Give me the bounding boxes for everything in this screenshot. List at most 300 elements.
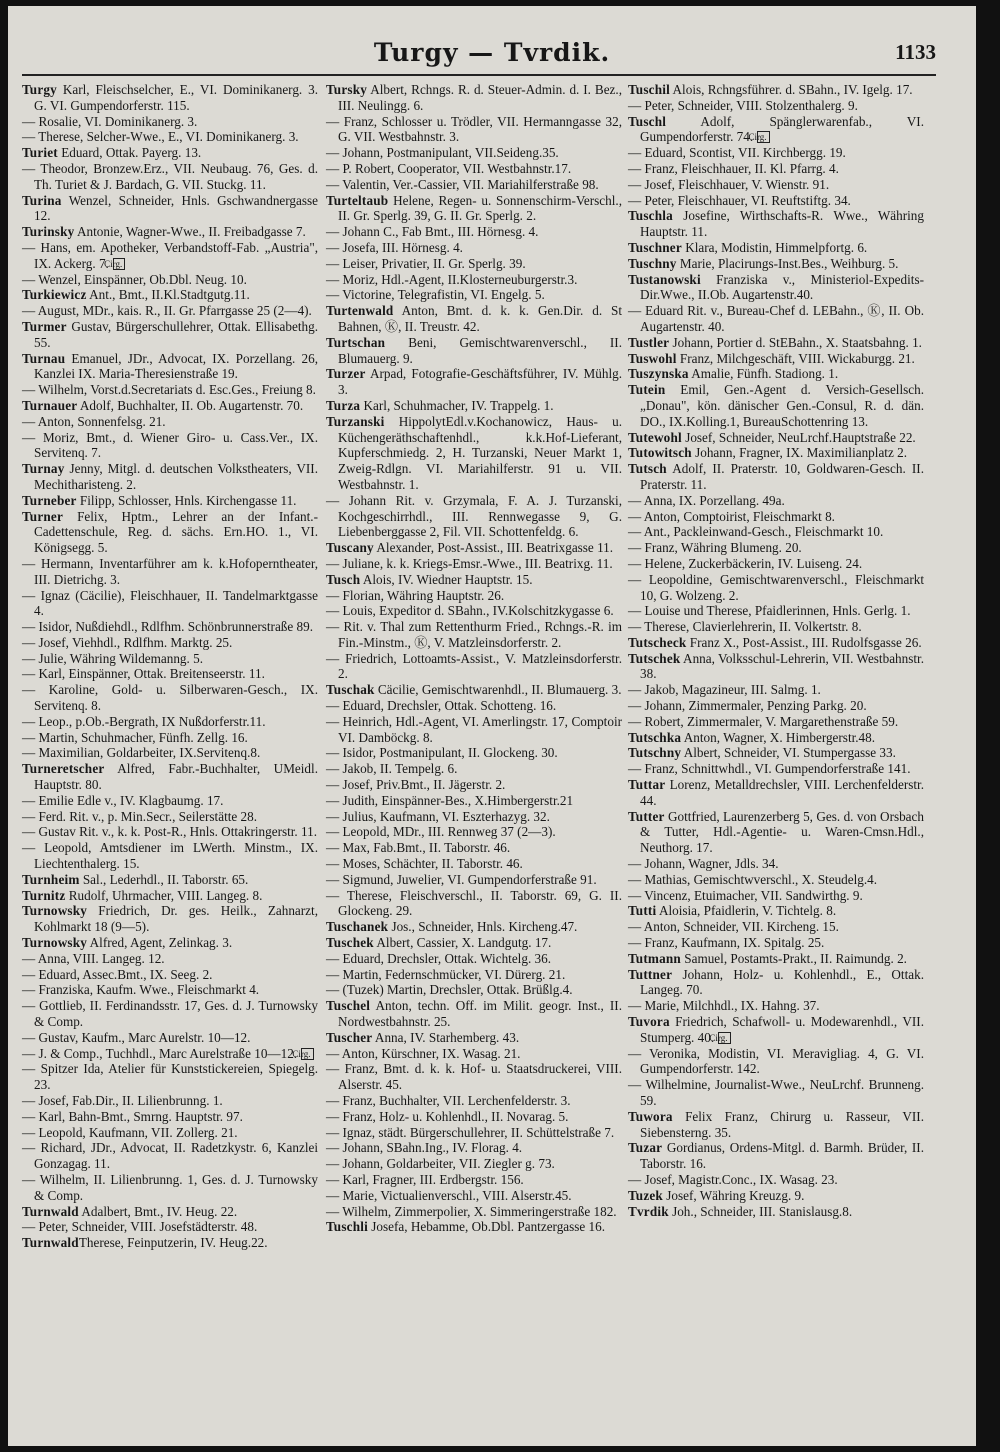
- entry-surname: Tutschka: [628, 729, 682, 745]
- entry-surname: Tutschek: [628, 650, 681, 666]
- circ-badge: Cirg.: [757, 131, 769, 143]
- directory-entry: [628, 1045, 924, 1078]
- page-header: [8, 34, 976, 74]
- directory-entry: [326, 808, 622, 825]
- directory-entry: [22, 192, 318, 225]
- entry-details: — Franz, Bmt. d. k. k. Hof- u. Staatsdruckerei, VIII. Alserstr. 45.: [326, 1061, 622, 1093]
- directory-entry: [628, 935, 924, 951]
- entry-details: — Louis, Expeditor d. SBahn., IV.Kolschitzkygasse 6.: [326, 603, 614, 619]
- directory-entry: [326, 871, 622, 888]
- entry-details: — Ignaz, städt. Bürgerschullehrer, II. Schüttelstraße 7.: [326, 1124, 615, 1140]
- directory-entry: [326, 966, 622, 983]
- entry-details: Anton, Wagner, X. Himbergerstr.48.: [681, 729, 876, 745]
- entry-details: Gottfried, Laurenzerberg 5, Ges. d. von Orsbach & Tutter, Hdl.-Agentie- u. Waren-Cmsn.Hdl., Neuthorg. 17.: [640, 808, 924, 856]
- directory-entry: [22, 413, 318, 430]
- entry-details: — Maximilian, Goldarbeiter, IX.Servitenq.8.: [22, 745, 261, 761]
- entry-details: — Johann Rit. v. Grzymala, F. A. J. Turzanski, Kochgeschirrhdl., III. Rennwegasse 9, G. Liebenberggasse 2, Fil. VII. Schottenfeldg. 6.: [326, 492, 622, 540]
- directory-entry: [628, 966, 924, 999]
- directory-entry: [628, 97, 924, 114]
- entry-surname: Tutewohl: [628, 429, 682, 445]
- entry-details: — Josefa, III. Hörnesg. 4.: [326, 239, 463, 255]
- directory-entry: [628, 1203, 924, 1220]
- entry-details: — Leopold, MDr., III. Rennweg 37 (2—3).: [326, 824, 556, 840]
- directory-entry: [326, 113, 622, 146]
- entry-surname: Tutmann: [628, 950, 681, 966]
- entry-details: Jos., Schneider, Hnls. Kircheng.47.: [388, 919, 578, 935]
- entry-details: — Eduard, Scontist, VII. Kirchbergg. 19.: [628, 145, 846, 161]
- entry-details: — Therese, Clavierlehrerin, II. Volkertstr. 8.: [628, 619, 862, 635]
- directory-entry: [326, 745, 622, 761]
- entry-details: — Johann, SBahn.Ing., IV. Florag. 4.: [326, 1140, 523, 1156]
- directory-entry: [628, 713, 924, 730]
- directory-entry: [326, 777, 622, 793]
- entry-details: Albert, Schneider, VI. Stumpergasse 33.: [681, 745, 896, 761]
- entry-surname: Tuwora: [628, 1108, 673, 1124]
- entry-details: — P. Robert, Cooperator, VII. Westbahnstr.17.: [326, 160, 572, 176]
- entry-details: — Anton, Sonnenfelsg. 21.: [22, 413, 166, 429]
- entry-details: — Franz, Schnittwhdl., VI. Gumpendorferstraße 141.: [628, 761, 911, 777]
- entry-details: — Valentin, Ver.-Cassier, VII. Mariahilferstraße 98.: [326, 176, 599, 192]
- directory-entry: [326, 603, 622, 619]
- header-rule: [22, 74, 936, 76]
- entry-surname: Tusch: [326, 571, 361, 587]
- entry-details: — Josef, Magistr.Conc., IX. Wasag. 23.: [628, 1171, 838, 1187]
- directory-entry: [628, 334, 924, 351]
- directory-entry: [326, 1171, 622, 1188]
- entry-details: Friedrich, Dr. ges. Heilk., Zahnarzt, Kohlmarkt 18 (9—5).: [34, 903, 318, 935]
- directory-entry: [326, 287, 622, 303]
- entry-details: Joh., Schneider, III. Stanislausg.8.: [668, 1203, 853, 1219]
- entry-surname: Tutowitsch: [628, 445, 692, 461]
- entry-surname: Tuschner: [628, 239, 682, 255]
- entry-details: — Judith, Einspänner-Bes., X.Himbergerstr.21: [326, 792, 574, 808]
- entry-details: Albert, Cassier, X. Landgutg. 17.: [373, 935, 552, 951]
- entry-details: Anna, IV. Starhemberg. 43.: [372, 1029, 520, 1045]
- directory-entry: [326, 1029, 622, 1046]
- entry-details: — Isidor, Postmanipulant, II. Glockeng. 30.: [326, 745, 558, 761]
- entry-surname: Tuschak: [326, 682, 375, 698]
- running-title: Turgy — Tvrdik.: [373, 38, 611, 67]
- entry-details: — Wilhelm, II. Lilienbrunng. 1, Ges. d. J. Turnowsky & Comp.: [22, 1171, 318, 1203]
- entry-details: — Peter, Fleischhauer, VI. Reuftstiftg. 34.: [628, 192, 851, 208]
- entry-details: — Isidor, Nußdiehdl., Rdlfhm. Schönbrunnerstraße 89.: [22, 619, 314, 635]
- entry-details: — Peter, Schneider, VIII. Stolzenthalerg. 9.: [628, 97, 858, 113]
- entry-surname: Tutti: [628, 903, 657, 919]
- directory-entry: [628, 777, 924, 809]
- entry-surname: Turtenwald: [326, 303, 394, 319]
- entry-details: — Gottlieb, II. Ferdinandsstr. 17, Ges. d. J. Turnowsky & Comp.: [22, 998, 318, 1030]
- directory-entry: [326, 761, 622, 777]
- entry-details: — Franz, Kaufmann, IX. Spitalg. 25.: [628, 935, 825, 951]
- entry-surname: Tustler: [628, 334, 670, 350]
- entry-surname: Tvrdik: [628, 1203, 669, 1219]
- entry-surname: Tuzar: [628, 1140, 663, 1156]
- directory-entry: [22, 808, 318, 825]
- directory-entry: [628, 619, 924, 635]
- entry-details: Beni, Gemischtwarenverschl., II. Blumauerg. 9.: [338, 334, 622, 366]
- entry-details: — Karl, Fragner, III. Erdbergstr. 156.: [326, 1171, 524, 1187]
- entry-details: Josef, Währing Kreuzg. 9.: [662, 1187, 805, 1203]
- directory-entry: [628, 82, 924, 98]
- entry-details: — Karl, Einspänner, Ottak. Breitenseerstr. 11.: [22, 666, 265, 682]
- directory-entry: [326, 935, 622, 951]
- entry-surname: Turnay: [22, 461, 65, 477]
- entry-surname: Tursky: [326, 82, 368, 97]
- directory-entry: [326, 698, 622, 714]
- entry-details: — Franz, Buchhalter, VII. Lerchenfelderstr. 3.: [326, 1093, 571, 1108]
- entry-details: — Emilie Edle v., IV. Klagbaumg. 17.: [22, 792, 224, 808]
- directory-entry: [628, 998, 924, 1014]
- directory-entry: [22, 871, 318, 888]
- entry-surname: Tuszynska: [628, 366, 689, 382]
- circ-badge: Cirg.: [301, 1048, 313, 1060]
- entry-details: — Martin, Schuhmacher, Fünfh. Zellg. 16.: [22, 729, 248, 745]
- entry-details: — Wilhelmine, Journalist-Wwe., NeuLrchf. Brunneng. 59.: [628, 1077, 924, 1108]
- entry-details: Alois, Rchngsführer. d. SBahn., IV. Igelg. 17.: [669, 82, 913, 97]
- directory-entry: [326, 950, 622, 967]
- directory-entry: [628, 239, 924, 256]
- entry-details: Franz, Milchgeschäft, VIII. Wickaburgg. 21.: [676, 350, 915, 366]
- entry-details: — Rit. v. Thal zum Rettenthurm Fried., Rchngs.-R. im Fin.-Minstm., Ⓚ, V. Matzleinsdorferstr. 2.: [326, 619, 622, 650]
- entry-surname: Turzer: [326, 366, 366, 382]
- directory-entry: [22, 761, 318, 793]
- directory-entry: [628, 192, 924, 209]
- directory-entry: [22, 1108, 318, 1125]
- directory-entry: [326, 555, 622, 572]
- entry-details: — Wilhelm, Zimmerpolier, X. Simmeringerstraße 182.: [326, 1203, 617, 1219]
- entry-details: Ant., Bmt., II.Kl.Stadtgutg.11.: [86, 287, 250, 303]
- directory-entry: [326, 397, 622, 414]
- entry-details: — Martin, Federnschmücker, VI. Dürerg. 21.: [326, 966, 566, 982]
- directory-entry: [22, 1093, 318, 1109]
- entry-details: Karl, Schuhmacher, IV. Trappelg. 1.: [360, 397, 554, 413]
- entry-details: Alfred, Agent, Zelinkag. 3.: [87, 935, 233, 951]
- entry-surname: Tuzek: [628, 1187, 663, 1203]
- directory-entry: [22, 397, 318, 414]
- directory-entry: [326, 192, 622, 225]
- entry-details: — (Tuzek) Martin, Drechsler, Ottak. Brüßlg.4.: [326, 982, 573, 998]
- directory-entry: [326, 1061, 622, 1093]
- directory-entry: [22, 318, 318, 351]
- entry-details: Rudolf, Uhrmacher, VIII. Langeg. 8.: [65, 887, 263, 903]
- directory-entry: [22, 666, 318, 682]
- entry-details: — Therese, Fleischverschl., II. Taborstr. 69, G. II. Glockeng. 29.: [326, 887, 622, 919]
- entry-surname: Turnowsky: [22, 935, 88, 951]
- directory-entry: [628, 445, 924, 461]
- entry-details: — Anton, Kürschner, IX. Wasag. 21.: [326, 1045, 521, 1061]
- directory-entry: [22, 840, 318, 872]
- entry-details: Wenzel, Schneider, Hnls. Gschwandnergasse 12.: [34, 192, 318, 224]
- directory-entry: [628, 808, 924, 856]
- directory-entry: [326, 82, 622, 114]
- entry-details: — Eduard, Drechsler, Ottak. Wichtelg. 36.: [326, 950, 552, 966]
- directory-entry: [326, 982, 622, 998]
- directory-entry: [22, 1045, 318, 1062]
- directory-entry: [22, 1219, 318, 1235]
- entry-details: Cäcilie, Gemischtwarenhdl., II. Blumauerg. 3.: [374, 682, 622, 698]
- directory-entry: [628, 255, 924, 272]
- directory-entry: [22, 287, 318, 303]
- entry-details: — Hermann, Inventarführer am k. k.Hofoperntheater, III. Dietrichg. 3.: [22, 555, 318, 587]
- entry-details: Emanuel, JDr., Advocat, IX. Porzellang. 26, Kanzlei IX. Maria-Theresienstraße 19.: [34, 350, 318, 382]
- directory-entry: [22, 113, 318, 130]
- directory-entry: [326, 856, 622, 872]
- directory-entry: [326, 1140, 622, 1156]
- directory-entry: [326, 492, 622, 540]
- directory-entry: [628, 382, 924, 429]
- directory-entry: [22, 713, 318, 730]
- directory-entry: [326, 145, 622, 161]
- entry-details: — Moriz, Hdl.-Agent, II.Klosterneuburgerstr.3.: [326, 271, 578, 287]
- entry-details: — Wenzel, Einspänner, Ob.Dbl. Neug. 10.: [22, 271, 247, 287]
- entry-details: Adolf, II. Praterstr. 10, Goldwaren-Gesch. II. Praterstr. 11.: [640, 461, 924, 492]
- directory-entry: [326, 824, 622, 840]
- directory-entry: [326, 619, 622, 651]
- directory-entry: [22, 729, 318, 746]
- directory-entry: [326, 1156, 622, 1172]
- directory-entry: [22, 239, 318, 272]
- entry-details: — Jakob, II. Tempelg. 6.: [326, 761, 458, 777]
- directory-entry: [326, 239, 622, 256]
- directory-entry: [22, 145, 318, 161]
- entry-details: Josef, Schneider, NeuLrchf.Hauptstraße 22.: [681, 429, 916, 445]
- entry-details: — Mathias, Gemischtwverschl., X. Steudelg.4.: [628, 871, 878, 887]
- entry-details: Eduard, Ottak. Payerg. 13.: [57, 145, 202, 161]
- entry-details: — Spitzer Ida, Atelier für Kunststickereien, Spiegelg. 23.: [22, 1061, 318, 1093]
- directory-entry: [628, 745, 924, 761]
- entry-surname: Tuschek: [326, 935, 374, 951]
- directory-entry: [628, 540, 924, 556]
- entry-details: — Heinrich, Hdl.-Agent, VI. Amerlingstr. 17, Comptoir VI. Damböckg. 8.: [326, 713, 622, 745]
- entry-details: Alois, IV. Wiedner Hauptstr. 15.: [360, 571, 533, 587]
- entry-details: Karl, Fleischselcher, E., VI. Dominikanerg. 3. G. VI. Gumpendorferstr. 115.: [34, 82, 318, 113]
- entry-details: — August, MDr., kais. R., II. Gr. Pfarrgasse 25 (2—4).: [22, 303, 312, 319]
- directory-entry: [628, 555, 924, 572]
- circ-badge: Cirg.: [113, 258, 125, 270]
- entry-surname: Turneber: [22, 492, 77, 508]
- directory-entry: [22, 492, 318, 509]
- entry-details: — Anna, VIII. Langeg. 12.: [22, 950, 165, 966]
- entry-details: Emil, Gen.-Agent d. Versich-Gesellsch. „Donau", kön. dänischer Gen.-Consul, R. d. dän. DO., IX.Kolling.1, BureauSchottenring 13.: [640, 382, 924, 429]
- directory-entry: [22, 429, 318, 462]
- entry-surname: Turnwald: [22, 1203, 79, 1219]
- entry-surname: Turgy: [22, 82, 57, 97]
- entry-details: — Karl, Bahn-Bmt., Smrng. Hauptstr. 97.: [22, 1108, 243, 1124]
- directory-entry: [326, 998, 622, 1030]
- entry-surname: Tuswohl: [628, 350, 677, 366]
- entry-details: Arpad, Fotografie-Geschäftsführer, IV. Mühlg. 3.: [338, 366, 622, 398]
- directory-entry: [22, 1140, 318, 1172]
- directory-entry: [628, 303, 924, 335]
- entry-details: Josefa, Hebamme, Ob.Dbl. Pantzergasse 16.: [367, 1219, 606, 1235]
- directory-entry: [628, 634, 924, 651]
- entry-details: — Sigmund, Juwelier, VI. Gumpendorferstraße 91.: [326, 871, 597, 887]
- entry-details: — Marie, Milchhdl., IX. Hahng. 37.: [628, 998, 820, 1014]
- directory-entry: [22, 682, 318, 714]
- entry-details: Johann, Fragner, IX. Maximilianplatz 2.: [691, 445, 907, 461]
- directory-entry: [22, 508, 318, 556]
- entry-details: Alfred, Fabr.-Buchhalter, UMeidl. Hauptstr. 80.: [34, 761, 318, 793]
- entry-details: Anton, techn. Off. im Milit. geogr. Inst., II. Nordwestbahnstr. 25.: [338, 998, 622, 1030]
- entry-details: — Jakob, Magazineur, III. Salmg. 1.: [628, 682, 821, 698]
- entry-details: — Ferd. Rit. v., p. Min.Secr., Seilerstätte 28.: [22, 808, 258, 824]
- entry-surname: Tutsch: [628, 461, 667, 477]
- directory-entry: [628, 508, 924, 525]
- entry-details: Adolf, Buchhalter, II. Ob. Augartenstr. 70.: [77, 397, 304, 413]
- directory-entry: [628, 887, 924, 904]
- directory-entry: [628, 160, 924, 177]
- entry-details: Friedrich, Schafwoll- u. Modewarenhdl., VII. Stumperg. 40.: [640, 1014, 924, 1045]
- directory-entry: [326, 840, 622, 856]
- entry-details: — Josef, Fleischhauer, V. Wienstr. 91.: [628, 176, 830, 192]
- entry-details: — Leopoldine, Gemischtwarenverschl., Fleischmarkt 10, G. Wolzeng. 2.: [628, 571, 924, 603]
- directory-entry: [628, 1171, 924, 1188]
- entry-details: Antonie, Wagner-Wwe., II. Freibadgasse 7.: [74, 224, 306, 240]
- entry-details: — Anton, Comptoirist, Fleischmarkt 8.: [628, 508, 835, 524]
- directory-entry: [628, 145, 924, 161]
- directory-entry: [628, 761, 924, 777]
- entry-details: — Louise und Therese, Pfaidlerinnen, Hnls. Gerlg. 1.: [628, 603, 911, 619]
- entry-details: — Johann C., Fab Bmt., III. Hörnesg. 4.: [326, 224, 539, 240]
- entry-details: Marie, Placirungs-Inst.Bes., Weihburg. 5.: [676, 255, 899, 271]
- entry-details: — Moses, Schächter, II. Taborstr. 46.: [326, 856, 523, 872]
- directory-entry: [326, 587, 622, 604]
- entry-surname: Turteltaub: [326, 192, 389, 208]
- entry-details: — Robert, Zimmermaler, V. Margarethenstraße 59.: [628, 713, 899, 729]
- directory-entry: [628, 113, 924, 146]
- directory-entry: [22, 555, 318, 588]
- entry-details: — Franz, Fleischhauer, II. Kl. Pfarrg. 4.: [628, 160, 839, 176]
- directory-entry: [22, 745, 318, 761]
- entry-surname: Tustanowski: [628, 271, 701, 287]
- entry-details: Albert, Rchngs. R. d. Steuer-Admin. d. I. Bez., III. Neulingg. 6.: [338, 82, 622, 113]
- entry-details: Gustav, Bürgerschullehrer, Ottak. Ellisabethg. 55.: [34, 318, 318, 350]
- entry-details: — Leiser, Privatier, II. Gr. Sperlg. 39.: [326, 255, 526, 271]
- directory-entry: [326, 713, 622, 746]
- directory-entry: [326, 1124, 622, 1141]
- entry-details: — Marie, Victualienverschl., VIII. Alserstr.45.: [326, 1187, 572, 1203]
- entry-details: — Peter, Schneider, VIII. Josefstädterstr. 48.: [22, 1219, 258, 1235]
- directory-entry: [326, 255, 622, 272]
- directory-entry: [326, 1093, 622, 1109]
- entry-details: — Franz, Schlosser u. Trödler, VII. Hermanngasse 32, G. VII. Westbahnstr. 3.: [326, 113, 622, 145]
- directory-entry: [628, 524, 924, 540]
- directory-entry: [628, 366, 924, 382]
- directory-entry: [326, 334, 622, 367]
- entry-details: Amalie, Fünfh. Stadiong. 1.: [688, 366, 839, 382]
- entry-details: Felix, Hptm., Lehrer an der Infant.-Cadettenschule, Reg. d. sächs. Ern.HO. 1., VI. Königsegg. 5.: [34, 508, 318, 556]
- directory-entry: [326, 1219, 622, 1235]
- entry-details: — Rosalie, VI. Dominikanerg. 3.: [22, 113, 198, 129]
- directory-entry: [22, 129, 318, 145]
- entry-details: HippolytEdl.v.Kochanowicz, Haus- u. Küchengeräthschaftenhdl., k.k.Hof-Lieferant, Kupferschmiedg. 2, H. Turzanski, Neuer Markt 1, Zweig-Rdlgn. VI. Mariahilferstr. 91 u. VII. Westbahnstr. 1.: [338, 413, 622, 492]
- entry-details: Aloisia, Pfaidlerin, V. Tichtelg. 8.: [656, 903, 837, 919]
- directory-entry: [628, 461, 924, 493]
- entry-surname: Turmer: [22, 318, 67, 334]
- entry-details: — Victorine, Telegrafistin, VI. Engelg. 5.: [326, 287, 545, 303]
- directory-entry: [326, 160, 622, 177]
- directory-entry: [628, 271, 924, 304]
- page-number: 1133: [895, 40, 936, 64]
- entry-details: — Eduard, Drechsler, Ottak. Schotteng. 16.: [326, 698, 557, 714]
- entry-surname: Turneretscher: [22, 761, 105, 777]
- directory-entry: [326, 176, 622, 193]
- directory-entry: [22, 650, 318, 667]
- directory-entry: [22, 950, 318, 967]
- entry-surname: Tuschli: [326, 1219, 368, 1235]
- directory-entry: [22, 303, 318, 319]
- entry-details: — Ignaz (Cäcilie), Fleischhauer, II. Tandelmarktgasse 4.: [22, 587, 318, 619]
- directory-entry: [628, 729, 924, 746]
- entry-details: — Johann, Postmanipulant, VII.Seideng.35.: [326, 145, 559, 161]
- entry-details: — Anna, IX. Porzellang. 49a.: [628, 492, 785, 508]
- entry-details: — Josef, Fab.Dir., II. Lilienbrunng. 1.: [22, 1093, 223, 1108]
- entry-details: — Theodor, Bronzew.Erz., VII. Neubaug. 76, Ges. d. Th. Turiet & J. Bardach, G. VII. Stuckg. 11.: [22, 160, 318, 192]
- entry-surname: Turnwald: [22, 1235, 79, 1251]
- entry-details: — Josef, Priv.Bmt., II. Jägerstr. 2.: [326, 777, 506, 793]
- column-1: [22, 82, 318, 1251]
- directory-entry: [326, 271, 622, 288]
- entry-details: Anna, Volksschul-Lehrerin, VII. Westbahnstr. 38.: [640, 650, 924, 682]
- entry-details: — Leop., p.Ob.-Bergrath, IX Nußdorferstr.11.: [22, 713, 266, 729]
- directory-entry: [628, 1108, 924, 1141]
- entry-surname: Turinsky: [22, 224, 75, 240]
- entry-details: — Richard, JDr., Advocat, II. Radetzkystr. 6, Kanzlei Gonzagag. 11.: [22, 1140, 318, 1172]
- directory-entry: [22, 935, 318, 951]
- directory-entry: [628, 603, 924, 619]
- entry-surname: Tuschel: [326, 998, 371, 1014]
- entry-surname: Tutter: [628, 808, 665, 824]
- entry-details: Adalbert, Bmt., IV. Heug. 22.: [78, 1203, 238, 1219]
- entry-details: — Johann, Zimmermaler, Penzing Parkg. 20.: [628, 698, 867, 714]
- entry-details: Franziska v., Ministeriol-Expedits-Dir.Wwe., II.Ob. Augartenstr.40.: [640, 271, 924, 303]
- directory-entry: [628, 682, 924, 698]
- entry-details: Helene, Regen- u. Sonnenschirm-Verschl., II. Gr. Sperlg. 39, G. II. Gr. Sperlg. 2.: [338, 192, 622, 224]
- entry-surname: Turtschan: [326, 334, 386, 350]
- entry-details: — Friedrich, Lottoamts-Assist., V. Matzleinsdorferstr. 2.: [326, 650, 622, 682]
- entry-details: — Helene, Zuckerbäckerin, IV. Luiseng. 24.: [628, 555, 863, 571]
- entry-surname: Tuschl: [628, 113, 667, 129]
- directory-entry: [628, 1187, 924, 1204]
- entry-details: — Gustav, Kaufm., Marc Aurelstr. 10—12.: [22, 1029, 251, 1045]
- entry-surname: Turnitz: [22, 887, 66, 903]
- directory-entry: [22, 1124, 318, 1141]
- column-3: [628, 82, 924, 1219]
- entry-details: Felix Franz, Chirurg u. Rasseur, VII. Siebensterng. 35.: [640, 1108, 924, 1140]
- entry-details: — Veronika, Modistin, VI. Meravigliag. 4, G. VI. Gumpendorferstr. 142.: [628, 1045, 924, 1077]
- directory-entry: [22, 461, 318, 493]
- directory-entry: [22, 1235, 318, 1251]
- entry-details: — Johann, Wagner, Jdls. 34.: [628, 856, 779, 872]
- entry-details: Anton, Bmt. d. k. k. Gen.Dir. d. St Bahnen, Ⓚ, II. Treustr. 42.: [338, 303, 622, 334]
- directory-entry: [628, 919, 924, 935]
- directory-entry: [326, 224, 622, 240]
- directory-entry: [326, 887, 622, 920]
- entry-details: Johann, Portier d. StEBahn., X. Staatsbahng. 1.: [669, 334, 922, 350]
- entry-details: — Eduard, Assec.Bmt., IX. Seeg. 2.: [22, 966, 213, 982]
- directory-entry: [22, 587, 318, 620]
- entry-details: — Ant., Packleinwand-Gesch., Fleischmarkt 10.: [628, 524, 884, 540]
- entry-surname: Turza: [326, 397, 361, 413]
- circ-badge: Cirg.: [718, 1032, 730, 1044]
- entry-details: Gordianus, Ordens-Mitgl. d. Barmh. Brüder, II. Taborstr. 16.: [640, 1140, 924, 1172]
- directory-entry: [22, 619, 318, 635]
- entry-surname: Tuvora: [628, 1014, 670, 1030]
- entry-surname: Tuscany: [326, 540, 374, 556]
- directory-entry: [628, 176, 924, 193]
- directory-entry: [22, 903, 318, 935]
- directory-entry: [326, 540, 622, 556]
